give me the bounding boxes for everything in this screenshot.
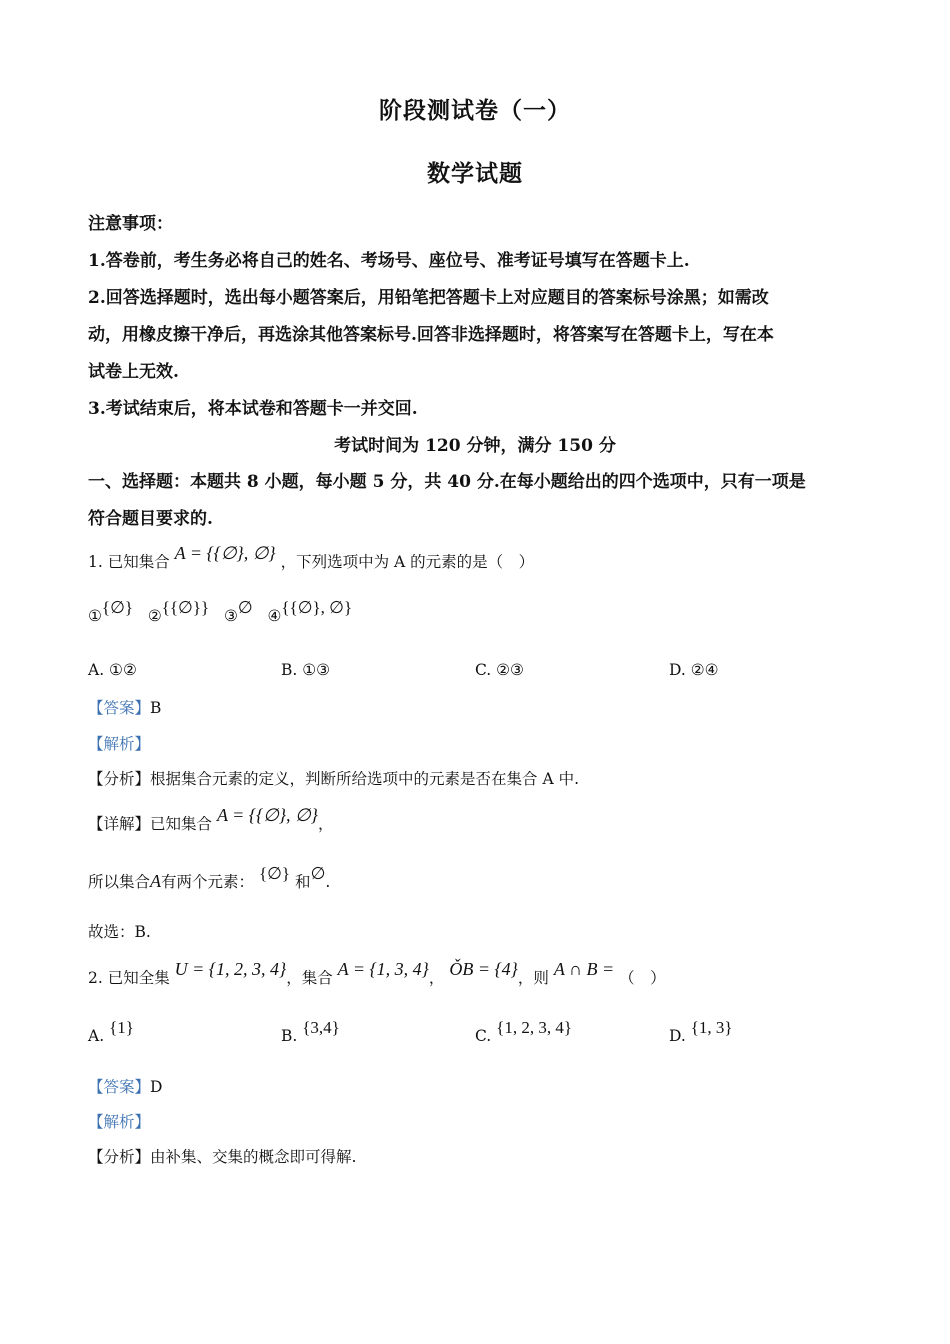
notice-item-2-line-1: 2.回答选择题时，选出每小题答案后，用铅笔把答题卡上对应题目的答案标号涂黑；如需改	[88, 288, 769, 308]
q2-suffix: （ ）	[619, 969, 666, 987]
q1-item-3-marker: ③	[223, 607, 238, 625]
section-1-line-1: 一、选择题：本题共 8 小题，每小题 5 分，共 40 分.在每小题给出的四个选项中，只有一项是	[88, 472, 806, 492]
q1-item-4: {{∅}, ∅}	[281, 598, 353, 617]
fenxi-tag: 【分析】	[88, 1148, 151, 1166]
page-title: 阶段测试卷（一）	[379, 97, 571, 124]
q1-item-2: {{∅}}	[161, 598, 210, 617]
q1-item-4-marker: ④	[267, 607, 282, 625]
q2-option-d[interactable]	[669, 1018, 733, 1046]
q1-so-a: A	[150, 871, 162, 891]
q2-option-b[interactable]	[281, 1018, 340, 1046]
notice-item-3: 3.考试结束后，将本试卷和答题卡一并交回.	[88, 399, 418, 419]
q1-suffix: ，下列选项中为 A 的元素的是（ ）	[280, 553, 535, 571]
page-subtitle: 数学试题	[427, 160, 523, 187]
q1-item-1: {∅}	[101, 598, 134, 617]
notice-item-2-line-2: 动，用橡皮擦干净后，再选涂其他答案标号.回答非选择题时，将答案写在答题卡上，写在本	[88, 325, 774, 345]
q2-option-a[interactable]	[88, 1018, 134, 1046]
q1-item-2-marker: ②	[147, 607, 162, 625]
section-1-line-2: 符合题目要求的.	[88, 509, 213, 529]
q1-detail-prefix: 已知集合	[150, 815, 213, 833]
q1-option-a[interactable]: A. ①②	[88, 661, 137, 679]
q2-option-c-letter: C.	[475, 1027, 492, 1045]
q2-set-a: A = {1, 3, 4}	[337, 959, 429, 979]
q1-option-d[interactable]: D. ②④	[669, 661, 719, 679]
q2-analysis-tag: 【解析】	[88, 1113, 151, 1131]
q1-item-3: ∅	[237, 598, 253, 617]
q2-answer	[88, 1075, 863, 1097]
q1-conclusion: 故选：B.	[88, 923, 151, 941]
notice-item-2-line-3: 试卷上无效.	[88, 362, 179, 382]
notice-item-1: 1.答卷前，考生务必将自己的姓名、考场号、座位号、准考证号填写在答题卡上.	[88, 251, 690, 271]
answer-tag: 【答案】	[88, 699, 151, 717]
q1-element-1: {∅}	[258, 864, 291, 883]
q1-answer	[88, 696, 863, 718]
q2-fenxi	[88, 1145, 863, 1167]
notice-heading: 注意事项：	[88, 214, 173, 234]
q2-prefix: 2. 已知全集	[88, 969, 170, 987]
q1-item-1-marker: ①	[88, 607, 102, 625]
q1-items	[88, 598, 863, 626]
q2-option-c[interactable]	[475, 1018, 572, 1046]
q2-complement-b: ǑB = {4}	[449, 959, 518, 979]
q1-option-c[interactable]: C. ②③	[475, 661, 524, 679]
fenxi-tag: 【分析】	[88, 770, 151, 788]
q2-answer-value: D	[150, 1078, 163, 1096]
q2-intersection: A ∩ B =	[553, 959, 615, 979]
q2-option-d-value: {1, 3}	[690, 1018, 733, 1037]
q1-detail-suffix: ，	[317, 815, 334, 833]
exam-time-score: 考试时间为 120 分钟，满分 150 分	[334, 436, 616, 456]
q1-so-end: .	[325, 873, 331, 891]
q1-element-2: ∅	[310, 864, 326, 883]
q1-stem	[88, 543, 863, 572]
q2-mid-2: ，	[428, 969, 445, 987]
q2-fenxi-text: 由补集、交集的概念即可得解.	[150, 1148, 357, 1166]
q2-universal-set: U = {1, 2, 3, 4}	[174, 959, 287, 979]
q1-detail-set: A = {{∅}, ∅}	[216, 805, 318, 825]
q1-so-and: 和	[295, 873, 311, 891]
q2-option-b-letter: B.	[281, 1027, 298, 1045]
detail-tag: 【详解】	[88, 815, 151, 833]
q2-option-b-value: {3,4}	[302, 1018, 340, 1037]
q1-fenxi	[88, 767, 863, 789]
q2-option-d-letter: D.	[669, 1027, 686, 1045]
answer-tag: 【答案】	[88, 1078, 151, 1096]
q1-detail	[88, 805, 863, 834]
q1-answer-value: B	[150, 699, 162, 717]
q1-set-expression: A = {{∅}, ∅}	[174, 543, 276, 563]
q1-analysis-tag: 【解析】	[88, 735, 151, 753]
q2-option-a-letter: A.	[88, 1027, 105, 1045]
q2-stem	[88, 959, 863, 988]
q2-option-a-value: {1}	[109, 1018, 134, 1037]
q1-option-b[interactable]: B. ①③	[281, 661, 331, 679]
q1-so-mid: 有两个元素：	[161, 873, 255, 891]
q1-elements-line	[88, 864, 863, 892]
q1-prefix: 1. 已知集合	[88, 553, 170, 571]
q2-mid-1: ，集合	[286, 969, 333, 987]
q2-option-c-value: {1, 2, 3, 4}	[496, 1018, 572, 1037]
q1-fenxi-text: 根据集合元素的定义，判断所给选项中的元素是否在集合 A 中.	[150, 770, 579, 788]
q2-mid-3: ，则	[517, 969, 549, 987]
q1-so-prefix: 所以集合	[88, 873, 151, 891]
